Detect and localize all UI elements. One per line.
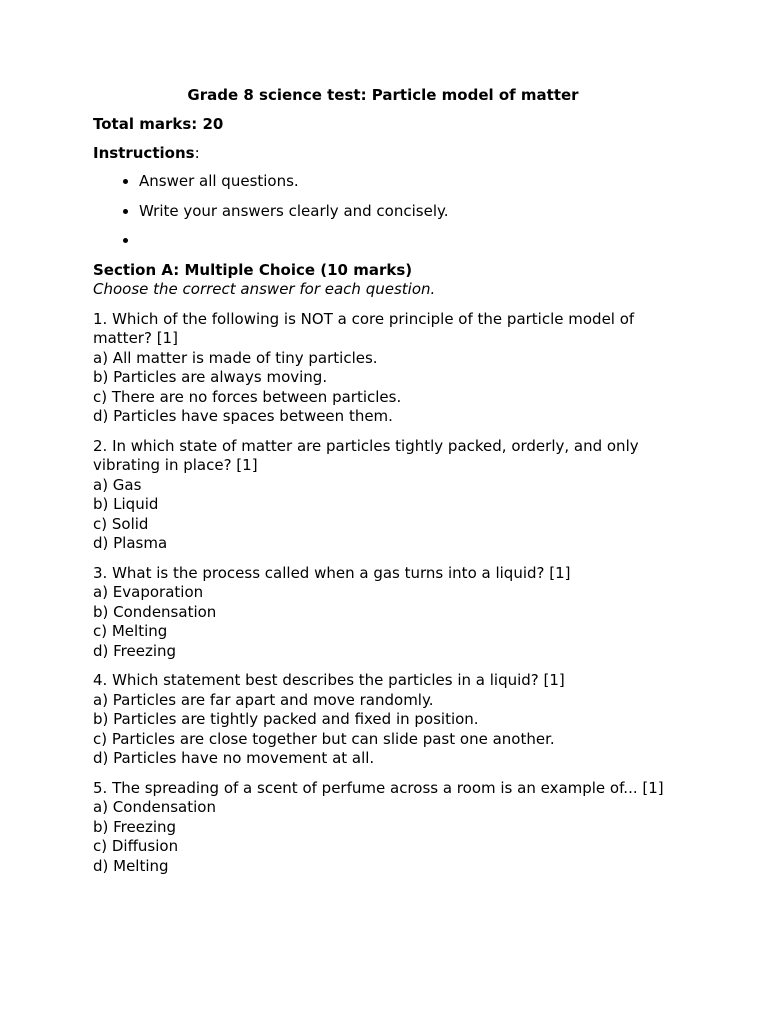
total-marks: Total marks: 20 [93,115,224,133]
instructions-heading [93,144,673,164]
answer-option-c: c) Diffusion [93,837,179,855]
answer-option-d: d) Freezing [93,641,177,660]
question-text: 5. The spreading of a scent of perfume across a room is an example of... [1] [93,778,664,797]
answer-option-c: c) Particles are close together but can slide past one another. [93,729,555,748]
answer-option-a: a) Particles are far apart and move randomly. [93,690,434,709]
question-text: 1. Which of the following is NOT a core principle of the particle model of matter? [1] [93,309,635,347]
question-3 [93,564,673,662]
answer-option-b: b) Liquid [93,495,159,513]
question-5 [93,779,673,877]
instruction-item: • Answer all questions. [139,172,673,192]
answer-option-a: a) Condensation [93,798,216,816]
answer-option-b: b) Particles are always moving. [93,368,328,386]
question-4 [93,671,673,769]
answer-option-b: b) Condensation [93,602,217,621]
question-1 [93,310,673,427]
question-text: 2. In which state of matter are particles tightly packed, orderly, and only vibrating in place? [1] [93,436,639,474]
answer-option-d: d) Melting [93,856,169,875]
document-page [93,86,673,876]
instructions-colon: : [194,143,200,162]
section-a-heading: Section A: Multiple Choice (10 marks) [93,260,413,279]
answer-option-d: d) Plasma [93,534,168,552]
answer-option-b: b) Freezing [93,817,177,836]
page-title: Grade 8 science test: Particle model of matter [187,86,579,104]
answer-option-c: c) There are no forces between particles. [93,387,402,406]
answer-option-d: d) Particles have spaces between them. [93,407,393,425]
answer-option-b: b) Particles are tightly packed and fixed in position. [93,710,479,728]
instruction-item [139,231,673,251]
question-text: 4. Which statement best describes the particles in a liquid? [1] [93,671,565,689]
section-a-subtitle: Choose the correct answer for each question. [93,280,436,298]
instructions-label: Instructions [93,143,195,162]
answer-option-a: a) Gas [93,475,142,494]
answer-option-c: c) Melting [93,622,168,640]
answer-option-d: d) Particles have no movement at all. [93,749,375,767]
question-2 [93,437,673,554]
answer-option-c: c) Solid [93,514,149,533]
question-text: 3. What is the process called when a gas turns into a liquid? [1] [93,563,571,582]
answer-option-a: a) Evaporation [93,583,204,601]
instructions-list [93,172,673,251]
instruction-item: • Write your answers clearly and concisely. [139,202,673,222]
answer-option-a: a) All matter is made of tiny particles. [93,348,378,367]
